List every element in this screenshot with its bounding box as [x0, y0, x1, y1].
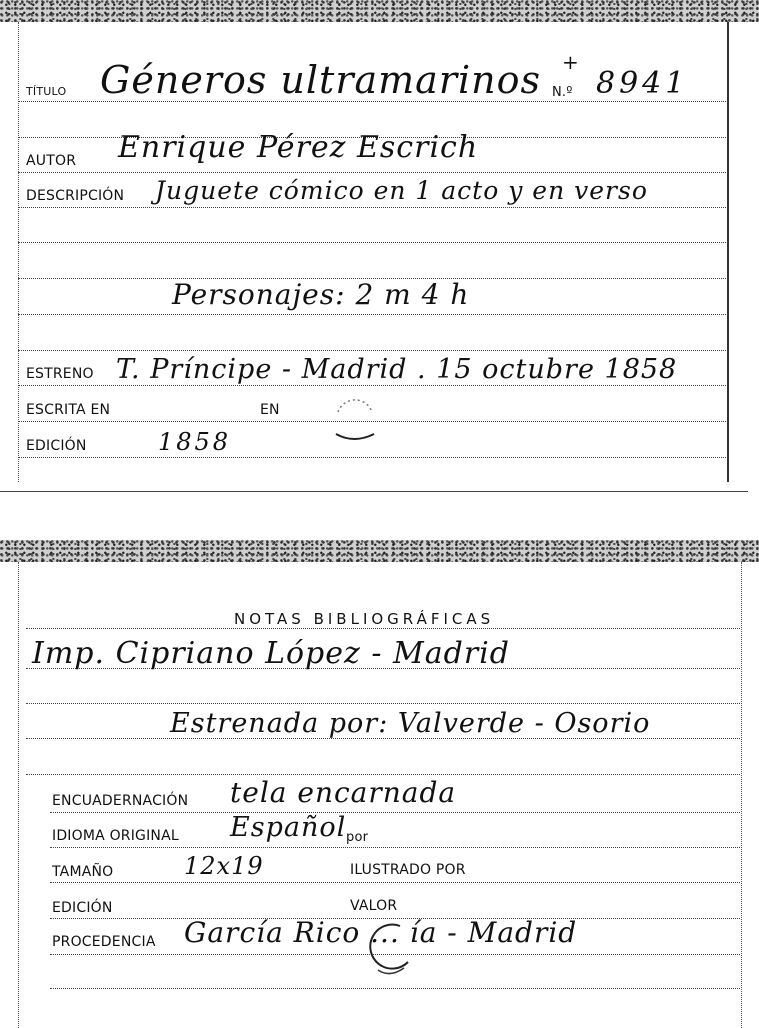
- estreno-value: T. Príncipe - Madrid . 15 octubre 1858: [116, 354, 678, 385]
- procedencia-value: García Rico ... ía - Madrid: [184, 916, 578, 949]
- scan-noise-band: [0, 0, 759, 22]
- note-line-2: Estrenada por: Valverde - Osorio: [170, 708, 651, 739]
- encuadernacion-value: tela encarnada: [230, 776, 457, 809]
- numero-label: N.º: [552, 85, 573, 100]
- catalog-card-back: [0, 540, 759, 1028]
- notas-heading: NOTAS BIBLIOGRÁFICAS: [234, 610, 495, 628]
- autor-value: Enrique Pérez Escrich: [118, 130, 479, 165]
- ilustrado-label: ILUSTRADO POR: [350, 862, 466, 878]
- edicion-value: 1858: [158, 428, 232, 456]
- estreno-label: ESTRENO: [26, 366, 94, 382]
- tamano-value: 12x19: [184, 852, 264, 880]
- edicion-back-label: EDICIÓN: [52, 900, 113, 916]
- catalog-card-front: [0, 0, 759, 495]
- idioma-value: Español: [230, 812, 347, 843]
- descripcion-value: Juguete cómico en 1 acto y en verso: [155, 176, 648, 205]
- numero-mark: +: [562, 50, 580, 74]
- descripcion-label: DESCRIPCIÓN: [26, 188, 125, 204]
- scan-noise-band: [0, 540, 759, 562]
- note-line-1: Imp. Cipriano López - Madrid: [32, 636, 510, 671]
- stamp-mark: [360, 918, 416, 980]
- edicion-label: EDICIÓN: [26, 438, 87, 454]
- escrita-label: ESCRITA EN: [26, 402, 111, 418]
- titulo-label: TÍTULO: [26, 85, 67, 98]
- procedencia-label: PROCEDENCIA: [52, 934, 156, 950]
- personajes-value: Personajes: 2 m 4 h: [172, 278, 470, 311]
- numero-value: 8941: [596, 66, 689, 101]
- por-label: por: [346, 830, 369, 845]
- encuadernacion-label: ENCUADERNACIÓN: [52, 793, 189, 809]
- tamano-label: TAMAÑO: [52, 864, 114, 880]
- valor-label: VALOR: [350, 898, 398, 914]
- titulo-value: Géneros ultramarinos: [100, 58, 542, 102]
- autor-label: AUTOR: [26, 153, 77, 169]
- stamp-mark: [328, 394, 380, 446]
- idioma-label: IDIOMA ORIGINAL: [52, 828, 179, 844]
- en-label: EN: [260, 402, 280, 418]
